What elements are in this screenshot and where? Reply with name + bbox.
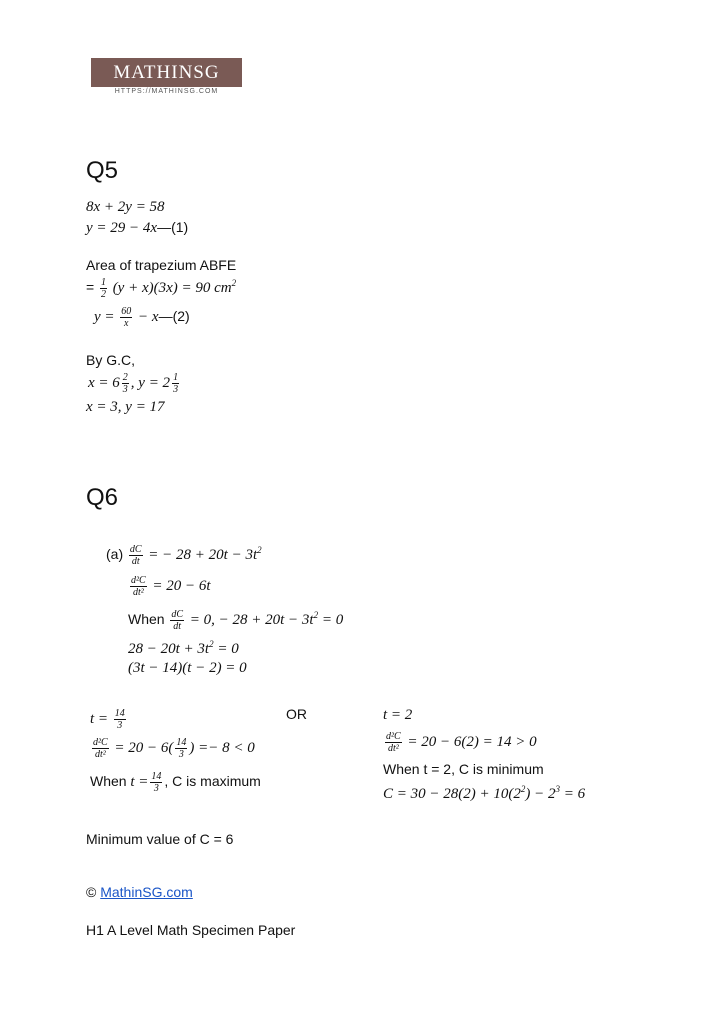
q6-right-d2-rhs: = 20 − 6(2) = 14 > 0 xyxy=(407,733,537,750)
mathinsg-logo xyxy=(91,58,242,98)
q6-line3-end: = 0 xyxy=(321,611,344,628)
q6-minimum-value: Minimum value of C = 6 xyxy=(86,831,234,847)
q6-when-label: When xyxy=(128,610,165,627)
q6-line-5: (3t − 14)(t − 2) = 0 xyxy=(128,660,247,676)
q6-line3-rhs: = 0, − 28 + 20t − 3t xyxy=(189,611,314,628)
q6-right-c-exp2: 3 xyxy=(555,784,560,794)
fraction-d2c-dt2-right: $\frac{\text{d²C}}{\text{dt²}}$ xyxy=(386,731,401,754)
q6-heading: Q6 xyxy=(86,484,119,511)
q6-left-d2-b: ) =− 8 < 0 xyxy=(189,739,255,756)
q6-line-3 xyxy=(128,609,343,632)
q6-line-4 xyxy=(128,639,239,658)
q6-line4-expr: 28 − 20t + 3t xyxy=(128,641,210,657)
q6-right-c-end: = 6 xyxy=(563,786,586,802)
fraction-d2c-dt2: $\frac{\text{d²C}}{\text{dt²}}$ xyxy=(131,575,146,598)
q5-eq2-tag: —(1) xyxy=(157,219,189,235)
q5-equation-3 xyxy=(94,306,190,329)
q6-left-t xyxy=(90,708,128,731)
q6-right-conclusion: When t = 2, C is minimum xyxy=(383,761,544,777)
footer-paper-title: H1 A Level Math Specimen Paper xyxy=(86,922,296,938)
fraction-60-over-x: $\frac{60}{x}$ xyxy=(121,306,132,329)
q5-area-expr: (y + x)(3x) = 90 cm xyxy=(112,279,232,296)
q6-right-c-value xyxy=(383,784,585,803)
q6-left-t-label: t = xyxy=(90,710,109,727)
fraction-half: $\frac{1}{2}$ xyxy=(100,277,106,300)
q6-right-t: t = 2 xyxy=(383,707,413,723)
q5-gc-label: By G.C, xyxy=(86,352,136,368)
fraction-14-thirds: $\frac{14}{3}$ xyxy=(114,708,125,731)
q6-left-t-eq: t = xyxy=(130,773,149,790)
q6-left-max: , C is maximum xyxy=(164,772,261,789)
mathinsg-link[interactable]: MathinSG.com xyxy=(100,884,193,900)
logo-title: MATHINSG xyxy=(91,58,242,87)
q6-line1-exp: 2 xyxy=(257,544,262,555)
fraction-dc-dt-2: $\frac{dC}{dt}$ xyxy=(171,609,183,632)
q6-right-second-derivative xyxy=(383,731,537,754)
q6-left-conclusion xyxy=(90,771,261,794)
q5-eq3-left: y = xyxy=(94,308,115,325)
copyright-symbol: © xyxy=(86,884,97,900)
fraction-dc-dt: $\frac{dC}{dt}$ xyxy=(129,544,142,567)
q6-right-c-a: C = 30 − 28(2) + 10(2 xyxy=(383,786,521,802)
q5-area-exponent: 2 xyxy=(231,277,237,288)
q6-line2-rhs: = 20 − 6t xyxy=(152,577,211,594)
q5-eq3-tag: —(2) xyxy=(158,307,190,324)
q6-line-2 xyxy=(128,575,211,598)
q6-line4-exp: 2 xyxy=(209,639,214,649)
q6-line1-rhs: = − 28 + 20t − 3t xyxy=(148,546,258,563)
q5-eq3-right: − x xyxy=(138,308,159,325)
q6-right-c-exp: 2 xyxy=(520,784,526,794)
footer-copyright xyxy=(86,884,193,900)
q5-sol1-y: , y = 2 xyxy=(130,374,171,391)
fraction-d2c-dt2-left: $\frac{\text{d²C}}{\text{dt²}}$ xyxy=(93,737,108,760)
q6-line4-end: = 0 xyxy=(217,641,239,657)
q5-eq2-expr: y = 29 − 4x xyxy=(86,220,158,236)
fraction-two-thirds: $\frac{2}{3}$ xyxy=(122,372,128,395)
q6-right-c-mid: ) − 2 xyxy=(525,786,556,802)
q5-heading: Q5 xyxy=(86,157,119,184)
q5-area-prefix: = xyxy=(86,278,95,295)
q6-part-a: (a) xyxy=(106,545,124,562)
q5-area-equation xyxy=(86,277,236,300)
q6-or-label: OR xyxy=(286,706,307,722)
q6-line3-exp: 2 xyxy=(313,609,319,620)
q5-area-label: Area of trapezium ABFE xyxy=(86,257,237,273)
q5-solution-2: x = 3, y = 17 xyxy=(86,399,165,415)
fraction-14-thirds-3: $\frac{14}{3}$ xyxy=(151,771,162,794)
fraction-14-thirds-2: $\frac{14}{3}$ xyxy=(176,737,187,760)
q6-left-when: When xyxy=(90,772,127,789)
q5-solution-1 xyxy=(88,372,181,395)
q6-left-d2-a: = 20 − 6( xyxy=(114,739,174,756)
logo-url: HTTPS://MATHINSG.COM xyxy=(114,88,219,95)
q5-equation-2 xyxy=(86,219,188,237)
fraction-one-third: $\frac{1}{3}$ xyxy=(173,372,179,395)
q5-equation-1: 8x + 2y = 58 xyxy=(86,199,165,215)
q6-line-1 xyxy=(106,544,262,567)
q6-left-second-derivative xyxy=(90,737,255,760)
q5-sol1-x: x = 6 xyxy=(88,374,120,391)
